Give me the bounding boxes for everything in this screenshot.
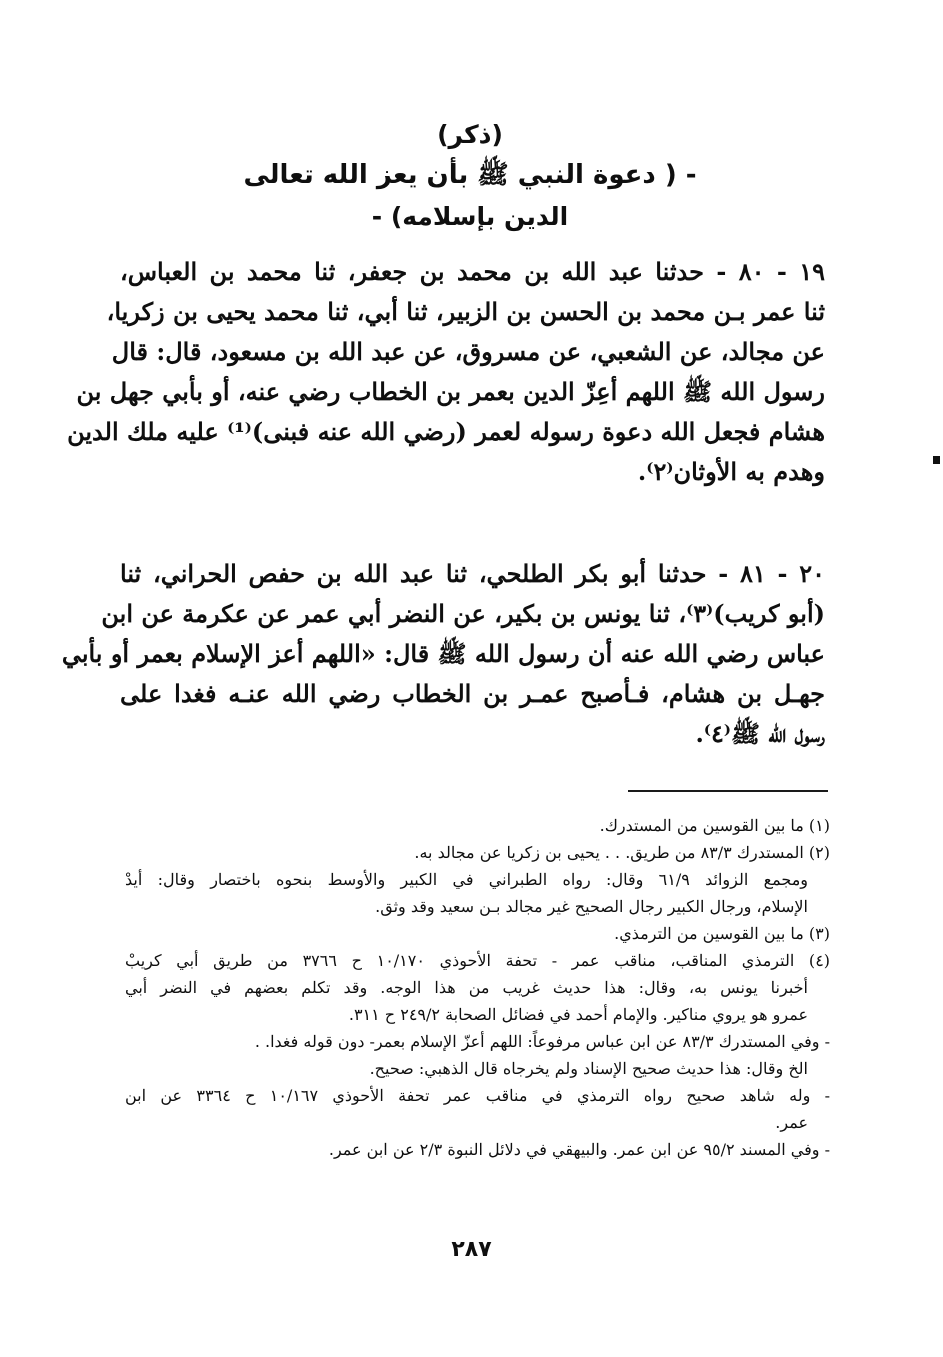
hadith-line: هشام فجعل الله دعوة رسوله لعمر (رضي الله عنه فبنى)⁽¹⁾ عليه ملك الدين — [67, 417, 825, 446]
section-title-line-1: - ( دعوة النبي ﷺ بأن يعز الله تعالى — [243, 160, 697, 190]
footnote-line: - وله شاهد صحيح رواه الترمذي في مناقب عمر تحفة الأحوذي ١٠/١٦٧ ح ٣٣٦٤ عن ابن — [125, 1086, 831, 1105]
hadith-line: عباس رضي الله عنه أن رسول الله ﷺ قال: «اللهم أعز الإسلام بعمر أو بأبي — [61, 639, 825, 668]
hadith-line: ٢٠ - ٨١ - حدثنا أبو بكر الطلحي، ثنا عبد الله بن حفص الحراني، ثنا — [120, 559, 826, 588]
footnote-line: الخ وقال: هذا حديث صحيح الإسناد ولم يخرجاه قال الذهبي: صحيح. — [369, 1059, 808, 1078]
footnote-line: (١) ما بين القوسين من المستدرك. — [599, 816, 830, 835]
footnotes — [125, 812, 830, 1163]
hadith-line: ١٩ - ٨٠ - حدثنا عبد الله بن محمد بن جعفر، ثنا محمد بن العباس، — [120, 257, 825, 286]
hadith-line: عن مجالد، عن الشعبي، عن مسروق، عن عبد الله بن مسعود، قال: قال — [111, 337, 825, 366]
footnote-line: عمر. — [775, 1113, 808, 1132]
hadith-line: رسول الله ﷺ⁽٤⁾. — [695, 719, 825, 748]
section-heading-dhikr: (ذكر) — [437, 120, 503, 149]
footnote-line: الإسلام، ورجال الكبير رجال الصحيح غير مجالد بـن سعيد وقد وثق. — [375, 897, 808, 916]
hadith-line: ثنا عمر بـن محمد بن الحسن بن الزبير، ثنا أبي، ثنا محمد يحيى بن زكريا، — [106, 297, 825, 326]
hadith-line: جهـل بن هشام، فـأصبح عمـر بن الخطاب رضي الله عنـه فغدا على — [120, 679, 825, 708]
footnote-line: عمرو هو يروي مناكير. والإمام أحمد في فضائل الصحابة ٢٤٩/٢ ح ٣١١. — [348, 1005, 808, 1024]
footnote-line: (٤) الترمذي المناقب، مناقب عمر - تحفة الأحوذي ١٠/١٧٠ ح ٣٧٦٦ من طريق أبي كريبْ — [125, 951, 831, 970]
page-number: ٢٨٧ — [451, 1237, 492, 1262]
hadith-line: رسول الله ﷺ اللهم أعِزّ الدين بعمر بن الخطاب رضي عنه، أو بأبي جهل بن — [76, 377, 825, 406]
hadith-line: وهدم به الأوثان⁽٢⁾. — [637, 457, 825, 486]
hadith-19-paragraph — [67, 252, 825, 492]
hadith-20-paragraph — [61, 554, 826, 754]
footnote-line: - وفي المستدرك ٨٣/٣ عن ابن عباس مرفوعاً: اللهم أعزّ الإسلام بعمر- دون قوله فغدا. . — [254, 1032, 830, 1051]
footnote-line: (٣) ما بين القوسين من الترمذي. — [614, 924, 830, 943]
scan-mark — [933, 456, 940, 464]
footnote-line: - وفي المسند ٩٥/٢ عن ابن عمر. والبيهقي في دلائل النبوة ٢/٣ عن ابن عمر. — [328, 1140, 830, 1159]
hadith-line: (أبو كريب)⁽٣⁾، ثنا يونس بن بكير، عن النضر أبي عمر عن عكرمة عن ابن — [101, 599, 825, 628]
footnote-line: (٢) المستدرك ٨٣/٣ من طريق. . . يحيى بن زكريا عن مجالد به. — [414, 843, 830, 862]
footnote-line: أخبرنا يونس به، وقال: هذا حديث غريب من هذا الوجه. وقد تكلم بعضهم في النضر أبي — [125, 978, 808, 997]
footnote-line: ومجمع الزوائد ٦١/٩ وقال: رواه الطبراني في الكبير والأوسط بنحوه باختصار وقال: أيدْ — [125, 870, 809, 889]
footnote-separator — [628, 790, 828, 792]
section-title-line-2: الدين بإسلامه) - — [371, 202, 569, 231]
